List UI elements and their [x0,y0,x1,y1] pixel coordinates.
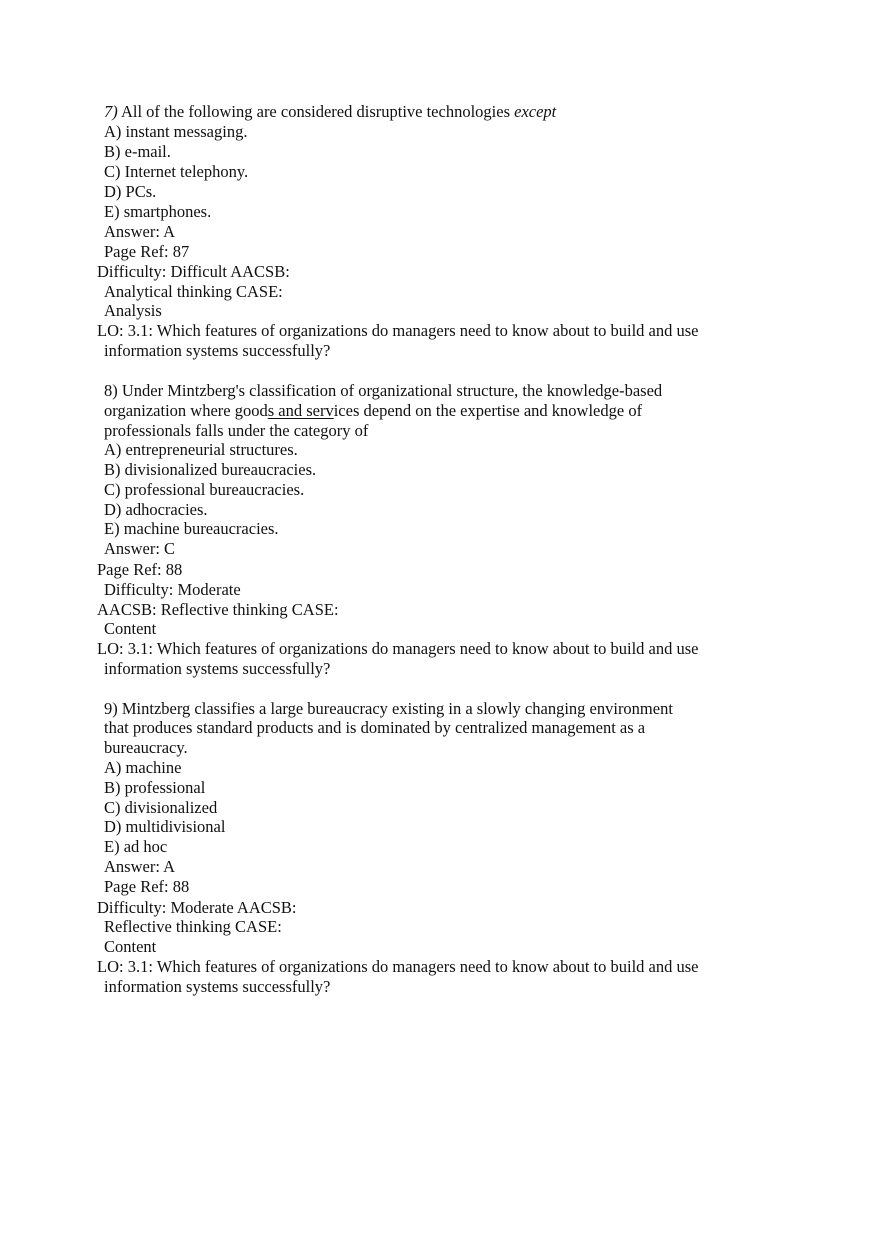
question-8-page-ref: Page Ref: 88 [97,560,183,579]
question-9-option-a: A) machine [104,758,182,777]
question-8-option-e: E) machine bureaucracies. [104,519,279,538]
question-8-stem-underlined: s and serv [267,401,334,420]
question-9-stem-line-2: that produces standard products and is dominated by centralized management as a [104,718,646,737]
question-8-aacsb: AACSB: Reflective thinking CASE: [97,600,339,619]
question-7-case: Analysis [104,301,162,320]
question-8-difficulty: Difficulty: Moderate [104,580,241,599]
question-7-option-d: D) PCs. [104,182,157,201]
question-9-option-c: C) divisionalized [104,798,218,817]
question-7-stem-emphasis: except [514,102,557,121]
question-9-option-b: B) professional [104,778,206,797]
question-7-stem-text: All of the following are considered disruptive technologies [120,102,510,121]
question-7-answer: Answer: A [104,222,176,241]
question-8-option-b: B) divisionalized bureaucracies. [104,460,317,479]
question-8-answer: Answer: C [104,539,176,558]
question-8-option-c: C) professional bureaucracies. [104,480,305,499]
question-8-stem-line-2 [104,401,642,421]
question-7-stem [104,102,556,122]
question-9-option-e: E) ad hoc [104,837,168,856]
question-7-option-a: A) instant messaging. [104,122,248,141]
question-8-stem-line-2-part-a: organization where good [104,401,268,420]
question-9-case: Content [104,937,157,956]
question-7-number: 7) [104,102,118,121]
question-7-page-ref: Page Ref: 87 [104,242,190,261]
question-7-difficulty: Difficulty: Difficult AACSB: [97,262,290,281]
question-9-stem-line-3: bureaucracy. [104,738,188,757]
question-8-lo: LO: 3.1: Which features of organizations do managers need to know about to build and use [97,639,699,658]
question-7-option-c: C) Internet telephony. [104,162,249,181]
question-9-difficulty: Difficulty: Moderate AACSB: [97,898,297,917]
question-8-stem-line-3: professionals falls under the category of [104,421,369,440]
question-7-aacsb: Analytical thinking CASE: [104,282,283,301]
question-8-lo-cont: information systems successfully? [104,659,331,678]
question-7-lo: LO: 3.1: Which features of organizations do managers need to know about to build and use [97,321,699,340]
question-8-stem: 8) Under Mintzberg's classification of organizational structure, the knowledge-based [104,381,663,400]
question-8-option-d: D) adhocracies. [104,500,208,519]
question-9-stem: 9) Mintzberg classifies a large bureaucracy existing in a slowly changing environment [104,699,673,718]
question-9-option-d: D) multidivisional [104,817,226,836]
question-9-lo-cont: information systems successfully? [104,977,331,996]
question-9-lo: LO: 3.1: Which features of organizations do managers need to know about to build and use [97,957,699,976]
question-7-lo-cont: information systems successfully? [104,341,331,360]
question-9-answer: Answer: A [104,857,176,876]
question-8-stem-line-2-part-b: ices depend on the expertise and knowledge of [333,401,643,420]
question-8-case: Content [104,619,157,638]
question-7-option-e: E) smartphones. [104,202,212,221]
question-8-option-a: A) entrepreneurial structures. [104,440,298,459]
question-9-aacsb: Reflective thinking CASE: [104,917,282,936]
question-9-page-ref: Page Ref: 88 [104,877,190,896]
question-7-option-b: B) e-mail. [104,142,171,161]
